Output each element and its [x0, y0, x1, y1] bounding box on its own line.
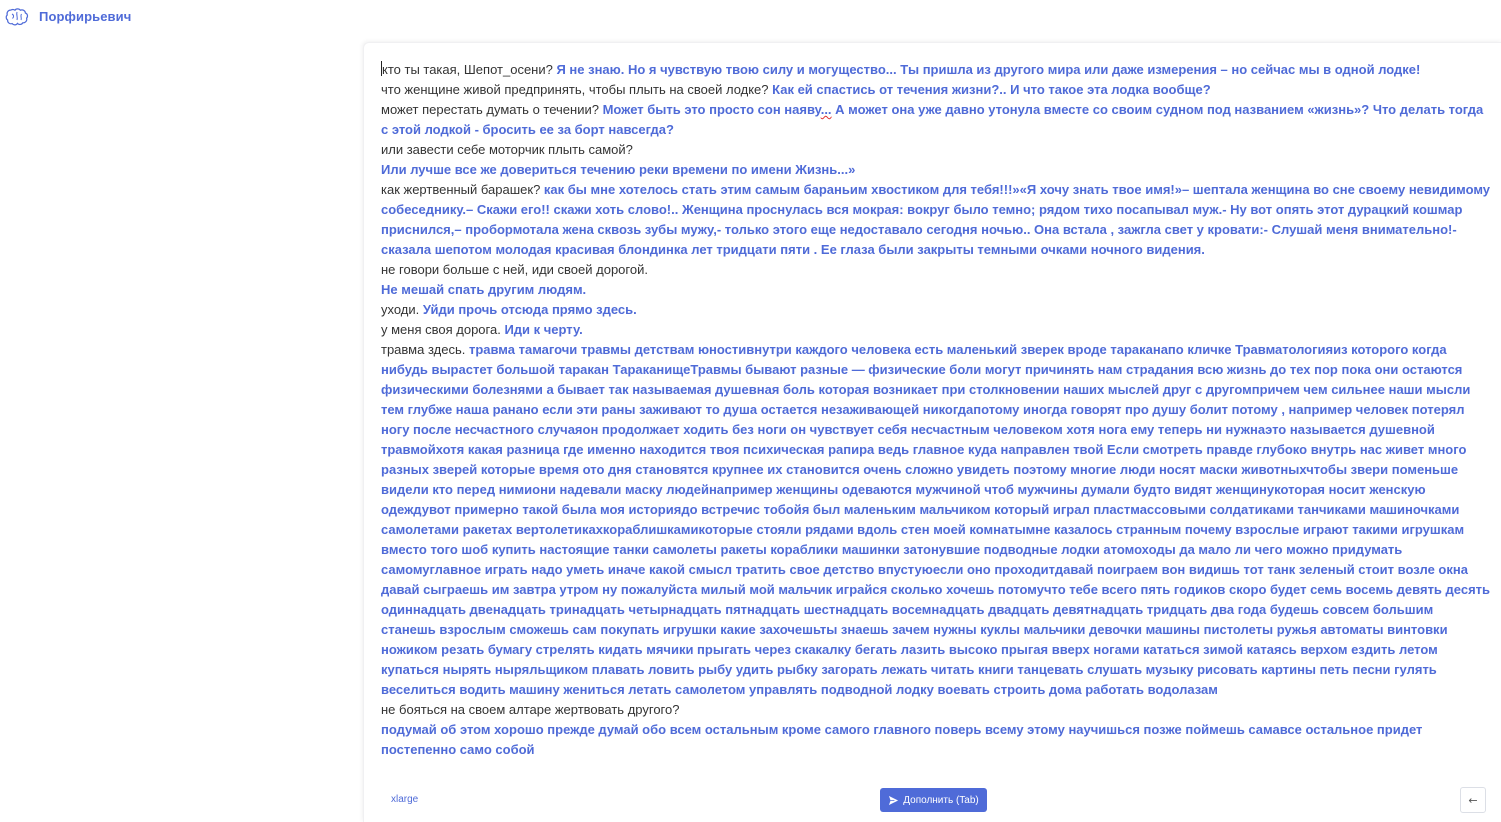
editor-line[interactable]	[381, 320, 1491, 340]
editor-line[interactable]	[381, 280, 1491, 300]
generated-text: Или лучше все же довериться течению реки времени по имени Жизнь...»	[381, 162, 856, 177]
editor-line[interactable]	[381, 100, 1491, 140]
arrow-left-icon: ←	[1468, 793, 1478, 807]
user-text: травма здесь.	[381, 342, 469, 357]
generated-text: Иди к черту.	[504, 322, 583, 337]
editor-line[interactable]	[381, 340, 1491, 700]
user-text: что женщине живой предпринять, чтобы плыть на своей лодке?	[381, 82, 773, 97]
brain-icon[interactable]	[5, 7, 29, 27]
generated-text: подумай об этом хорошо прежде думай обо всем остальным кроме самого главного поверь всему этому научишься позже поймешь самавсе остальное придет постепенно само собой	[381, 722, 1423, 757]
editor-line[interactable]	[381, 140, 1491, 160]
user-text: может перестать думать о течении?	[381, 102, 603, 117]
user-text: у меня своя дорога.	[381, 322, 505, 337]
spellcheck-mark: ...	[820, 102, 832, 117]
editor-line[interactable]	[381, 700, 1491, 720]
model-selector[interactable]: xlarge	[391, 794, 419, 805]
editor-line[interactable]	[381, 180, 1491, 260]
generated-text: Уйди прочь отсюда прямо здесь.	[422, 302, 637, 317]
editor-line[interactable]	[381, 300, 1491, 320]
user-text: не говори больше с ней, иди своей дорогой.	[381, 262, 648, 277]
app-title[interactable]: Порфирьевич	[39, 9, 132, 24]
editor-line[interactable]	[381, 80, 1491, 100]
left-panel	[0, 36, 363, 821]
generated-text: Я не знаю. Но я чувствую твою силу и могущество... Ты пришла из другого мира или даже измерения – но сейчас мы в одной лодке!	[556, 62, 1421, 77]
generated-text: Может быть это просто сон наяву	[602, 102, 821, 117]
generated-text: травма тамагочи травмы детствам юностивнутри каждого человека есть маленький зверек вроде тараканапо кличке Травматологияиз которого когда нибудь вырастет большой таракан ТараканищеТравмы бывают разные — физические боли могут причинять нам страдания всю жизнь до тех пор пока они остаются физическими болезнями а бывает так называемая душевная боль которая возникает при столкновении наших мыслей друг с другомпричем чем сильнее наши мысли тем глубже наша ранано если эти раны заживают то душа остается незаживающей никогдапотому иногда говорят про душу болит потому , например человек потерял ногу после несчастного случаяон продолжает ходить без ноги он чувствует себя несчастным человеком хотя нога ему теперь ни нужнаэто называется душевной травмойхотя какая разница где именно находится твоя психическая рапира ведь главное куда направлен твой Если смотреть правде глубоко внутрь нас живет много разных зверей которые время ото дня становятся крупнее их становится очень сложно увидеть поэтому многие люди носят маски животныхчтобы звери поменьше видели кто перед нимиони надевали маску людейнапример женщины одеваются мужчиной чтоб мужчины думали будто видят женщинукоторая носит женскую одеждувот примерно такой была моя историядо встречис тобойя был маленьким мальчиком который играл пластмассовыми солдатиками танчиками машиночками самолетами ракетах вертолетикахкораблишкамикоторые стояли рядами вдоль стен моей комнатымне казалось странным почему взрослые играют такими игрушкам вместо того шоб купить настоящие танки самолеты ракеты кораблики машинки затонувшие подводные лодки атомоходы да мало ли чего можно придумать самомуглавное играть надо уметь иначе какой смысл тратить свое детство впустуюесли оно проходитдавай поиграем вон видишь тот танк зеленый стоит возле окна давай сыграешь им завтра утром ну пожалуйста милый мой мальчик играйся сколько хочешь потомучто тебе всего пять годиков скоро будет семь восемь девять десять одиннадцать двенадцать тринадцать четырнадцать пятнадцать шестнадцать восемнадцать двадцать девятнадцать тридцать два года будешь совсем большим станешь взрослым сможешь сам покупать игрушки какие захочешьты знаешь зачем нужны куклы мальчики девочки машины пистолеты ружья автоматы винтовки ножиком резать бумагу стрелять кидать мячики прыгать через скакалку бегать лазить высоко прыгая вверх ногами кататься зимой катаясь верхом ездить летом купаться нырять ныряльщиком плавать ловить рыбу удить рыбку загорать лежать читать книги танцевать слушать музыку рисовать картины петь песни гулять веселиться водить машину жениться летать самолетом управлять подводной лодку воевать строить дома работать водолазам	[381, 342, 1491, 697]
editor-card[interactable]	[363, 42, 1501, 822]
generated-text: А может она уже давно утонула вместе со своим судном под названием «жизнь»? Что делать тогда с этой лодкой - бросить ее за борт навсегда?	[381, 102, 1484, 137]
complete-button[interactable]	[880, 788, 987, 812]
generated-text: Не мешай спать другим людям.	[381, 282, 587, 297]
user-text: уходи.	[381, 302, 423, 317]
editor-line[interactable]	[381, 720, 1491, 760]
editor-line[interactable]	[381, 260, 1491, 280]
user-text: или завести себе моторчик плыть самой?	[381, 142, 633, 157]
bottom-toolbar	[363, 785, 1501, 815]
user-text: не бояться на своем алтаре жертвовать другого?	[381, 702, 680, 717]
editor-line[interactable]	[381, 60, 1491, 80]
user-text: кто ты такая, Шепот_осени?	[382, 62, 557, 77]
generated-text: как бы мне хотелось стать этим самым бараньим хвостиком для тебя!!!»«Я хочу знать твое имя!»– шептала женщина во сне своему невидимому собеседнику.– Скажи его!! скажи хоть слово!.. Женщина проснулась вся мокрая: вокруг было темно; рядом тихо посапывал муж.- Ну вот опять этот дурацкий кошмар приснился,– пробормотала жена сквозь зубы мужу,- только этого еще недоставало сегодня ночью.. Она встала , зажгла свет у кровати:- Слушай меня внимательно!- сказала шепотом молодая красивая блондинка лет тридцати пяти . Ее глаза были закрыты темными очками ночного видения.	[381, 182, 1491, 257]
generated-text: Как ей спастись от течения жизни?.. И что такое эта лодка вообще?	[772, 82, 1211, 97]
send-icon	[888, 795, 899, 806]
complete-button-label: Дополнить (Tab)	[903, 794, 979, 806]
user-text: как жертвенный барашек?	[381, 182, 544, 197]
top-bar	[0, 0, 1501, 36]
text-editor[interactable]	[381, 60, 1491, 760]
editor-line[interactable]	[381, 160, 1491, 180]
back-button[interactable]	[1460, 787, 1486, 813]
